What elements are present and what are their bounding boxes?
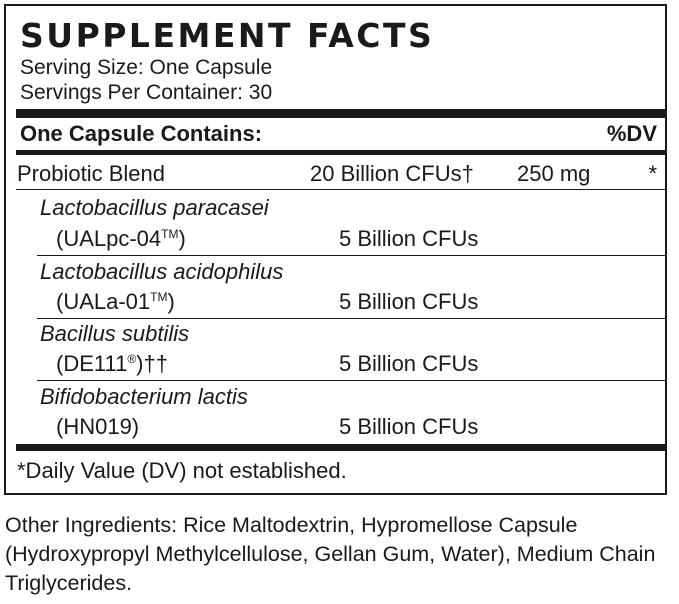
other-ingredients: Other Ingredients: Rice Maltodextrin, Hypromellose Capsule (Hydroxypropyl Methylcellulose, Gellan Gum, Water), Medium Chain Triglycerides. — [5, 513, 656, 595]
strain-name: Bifidobacterium lactis — [40, 384, 248, 409]
strain-name: Lactobacillus acidophilus — [40, 259, 284, 284]
row-divider — [16, 189, 665, 190]
strain-name: Bacillus subtilis — [40, 321, 190, 346]
strain-code: (DE111®)†† — [56, 351, 168, 376]
medium-divider — [16, 150, 665, 155]
dv-footnote: *Daily Value (DV) not established. — [17, 458, 347, 483]
supplement-facts-panel — [4, 4, 667, 495]
strain-code: (HN019) — [56, 414, 140, 439]
serving-size: Serving Size: One Capsule — [20, 56, 273, 79]
contains-header: One Capsule Contains: — [20, 121, 263, 146]
blend-dv: * — [648, 161, 657, 186]
strain-cfu: 5 Billion CFUs — [339, 289, 479, 314]
row-divider — [37, 255, 665, 256]
servings-per-container: Servings Per Container: 30 — [20, 81, 273, 104]
strain-cfu: 5 Billion CFUs — [339, 351, 479, 376]
strain-code: (UALpc-04™) — [56, 226, 186, 251]
dv-header: %DV — [606, 121, 657, 146]
blend-name: Probiotic Blend — [17, 161, 165, 186]
blend-cfu: 20 Billion CFUs† — [310, 161, 474, 186]
strain-name: Lactobacillus paracasei — [40, 195, 269, 220]
strain-cfu: 5 Billion CFUs — [339, 226, 479, 251]
row-divider — [37, 380, 665, 381]
row-divider — [37, 318, 665, 319]
strain-cfu: 5 Billion CFUs — [339, 414, 479, 439]
blend-amount: 250 mg — [517, 161, 591, 186]
panel-title: SUPPLEMENT FACTS — [20, 16, 435, 55]
thick-divider-top — [16, 109, 665, 118]
strain-code: (UALa-01™) — [56, 289, 175, 314]
thick-divider-bottom — [16, 444, 665, 451]
